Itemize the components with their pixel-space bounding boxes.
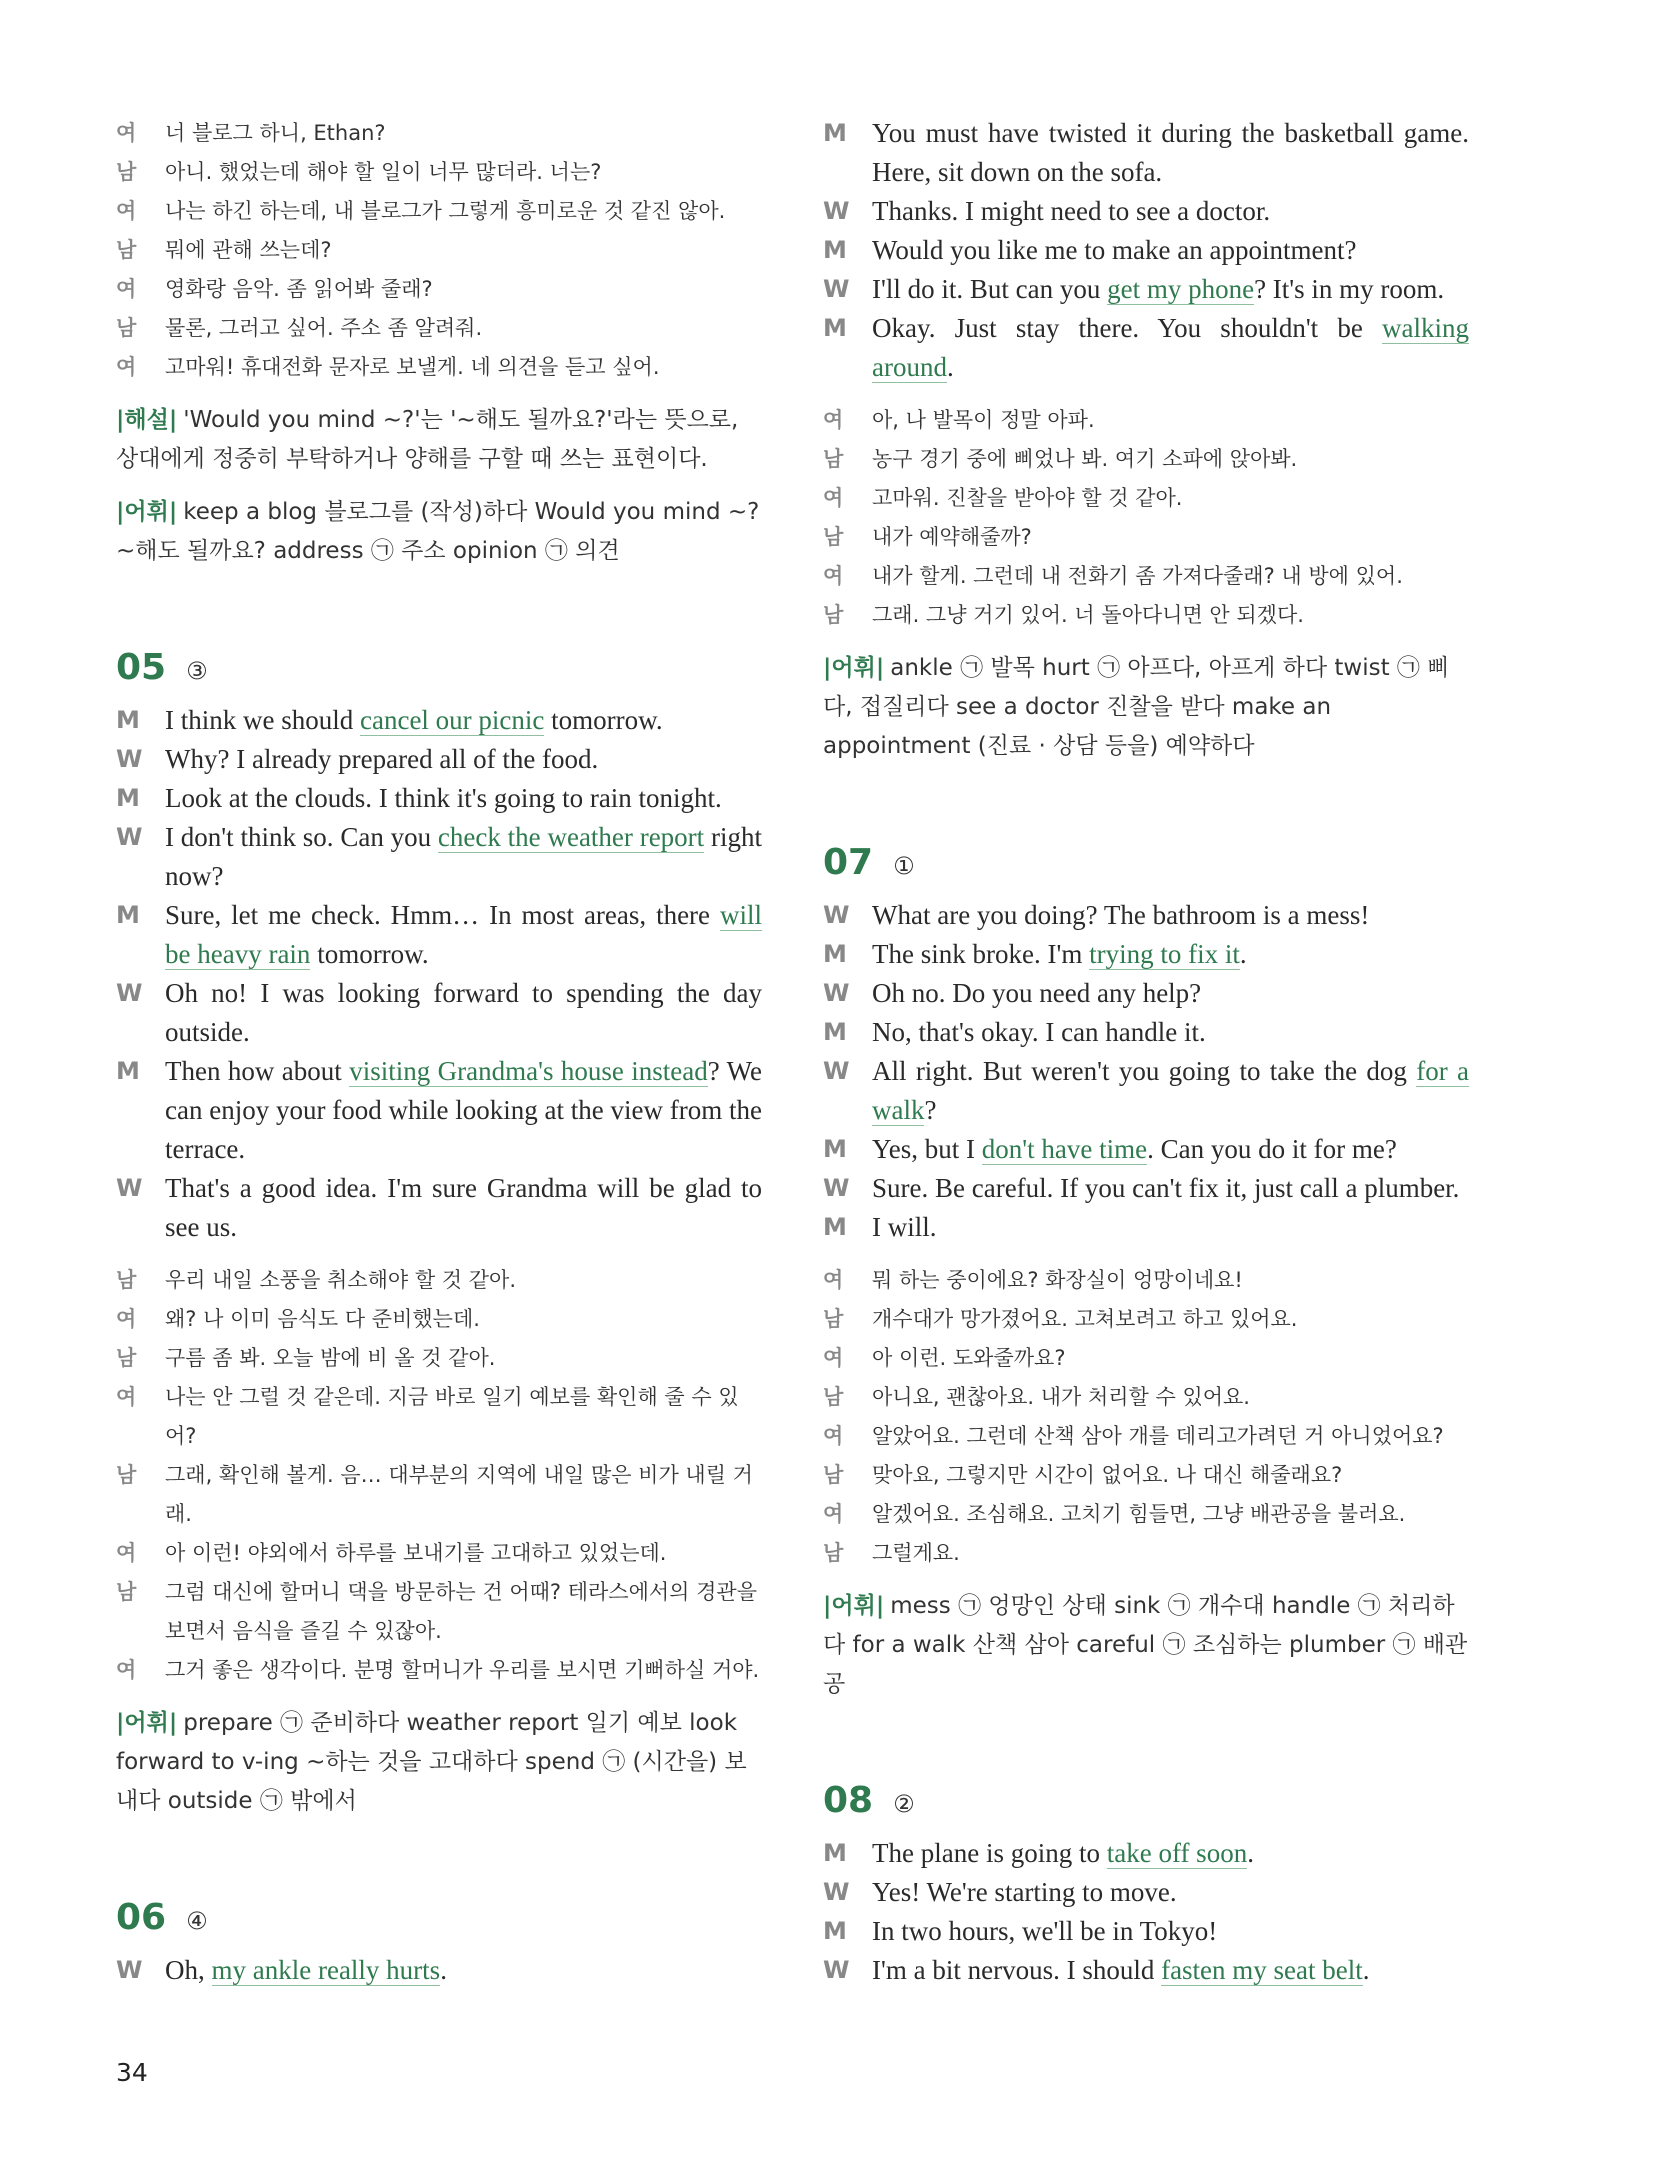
question-06-header: [116, 1893, 762, 1943]
line-text: [872, 1912, 1469, 1951]
text-segment: You must have twisted it during the basketball game. Here, sit down on the sofa.: [872, 118, 1469, 187]
speaker-label: W: [116, 979, 143, 1007]
text-segment: In two hours, we'll be in Tokyo!: [872, 1916, 1218, 1946]
speaker-label: M: [823, 314, 847, 342]
line-text: 고마워! 휴대전화 문자로 보낼게. 네 의견을 듣고 싶어.: [165, 355, 660, 379]
line-text: [165, 701, 762, 740]
answer-mark: ④: [186, 1907, 208, 1935]
line-text: 나는 안 그럴 것 같은데. 지금 바로 일기 예보를 확인해 줄 수 있어?: [165, 1385, 739, 1448]
line-text: [165, 974, 762, 1052]
dialogue-line: [116, 896, 762, 974]
text-segment: Yes, but I: [872, 1134, 982, 1164]
dialogue-line: [116, 1456, 762, 1534]
dialogue-line: [823, 896, 1469, 935]
speaker-label: 여: [116, 277, 137, 301]
line-text: [872, 1208, 1469, 1247]
dialogue-line: [823, 401, 1469, 440]
explain-tag: |해설|: [116, 407, 178, 433]
speaker-label: 여: [116, 1385, 137, 1409]
vocab-tag: |어휘|: [823, 1593, 885, 1619]
line-text: [872, 114, 1469, 192]
text-segment: Then how about: [165, 1056, 350, 1086]
speaker-label: 여: [823, 486, 844, 510]
text-segment: Thanks. I might need to see a doctor.: [872, 196, 1271, 226]
text-segment: Look at the clouds. I think it's going to rain tonight.: [165, 783, 722, 813]
highlighted-phrase: walking around: [872, 313, 1469, 382]
text-segment: ?: [924, 1095, 937, 1125]
q07-english-transcript: [823, 896, 1469, 1247]
line-text: 아니. 했었는데 해야 할 일이 너무 많더라. 너는?: [165, 160, 602, 184]
q07-vocabulary: [823, 1587, 1469, 1704]
speaker-label: W: [116, 1174, 143, 1202]
text-segment: Sure. Be careful. If you can't fix it, just call a plumber.: [872, 1173, 1460, 1203]
dialogue-line: [823, 596, 1469, 635]
left-column: [116, 114, 762, 1990]
line-text: 아니요, 괜찮아요. 내가 처리할 수 있어요.: [872, 1385, 1250, 1409]
dialogue-line: [116, 1169, 762, 1247]
line-text: 뭐에 관해 쓰는데?: [165, 238, 332, 262]
line-text: 그럴게요.: [872, 1541, 960, 1565]
line-text: 아, 나 발목이 정말 아파.: [872, 408, 1095, 432]
line-text: [872, 1873, 1469, 1912]
dialogue-line: [823, 1208, 1469, 1247]
vocab-tag: |어휘|: [823, 655, 885, 681]
dialogue-line: [823, 1495, 1469, 1534]
dialogue-line: [823, 1013, 1469, 1052]
line-text: [872, 935, 1469, 974]
text-segment: What are you doing? The bathroom is a mess!: [872, 900, 1370, 930]
line-text: 알겠어요. 조심해요. 고치기 힘들면, 그냥 배관공을 불러요.: [872, 1502, 1406, 1526]
vocab-text: mess ㉠ 엉망인 상태 sink ㉠ 개수대 handle ㉠ 처리하다 for a walk 산책 삼아 careful ㉠ 조심하는 plumber ㉠ 배관공: [823, 1593, 1468, 1697]
text-segment: .: [440, 1955, 447, 1985]
highlighted-phrase: check the weather report: [437, 822, 705, 852]
line-text: [872, 1013, 1469, 1052]
line-text: [165, 896, 762, 974]
text-segment: ? We can enjoy your food while looking at the view from the terrace.: [165, 1056, 762, 1164]
speaker-label: M: [823, 1135, 847, 1163]
speaker-label: 남: [116, 1580, 137, 1604]
line-text: 뭐 하는 중이에요? 화장실이 엉망이네요!: [872, 1268, 1243, 1292]
line-text: 아 이런. 도와줄까요?: [872, 1346, 1066, 1370]
speaker-label: M: [823, 1018, 847, 1046]
line-text: 왜? 나 이미 음식도 다 준비했는데.: [165, 1307, 480, 1331]
q05-vocabulary: [116, 1704, 762, 1821]
highlighted-phrase: will be heavy rain: [165, 900, 762, 969]
question-number: 07: [823, 842, 874, 883]
text-segment: That's a good idea. I'm sure Grandma will be glad to see us.: [165, 1173, 762, 1242]
q06-vocabulary: [823, 649, 1469, 766]
q04-explanation: [116, 401, 762, 479]
line-text: [165, 1052, 762, 1169]
speaker-label: W: [116, 1956, 143, 1984]
line-text: [165, 1951, 762, 1990]
line-text: 농구 경기 중에 삐었나 봐. 여기 소파에 앉아봐.: [872, 447, 1298, 471]
speaker-label: 여: [116, 1307, 137, 1331]
text-segment: .: [946, 352, 954, 382]
dialogue-line: [823, 974, 1469, 1013]
line-text: 아 이런! 야외에서 하루를 보내기를 고대하고 있었는데.: [165, 1541, 667, 1565]
line-text: 구름 좀 봐. 오늘 밤에 비 올 것 같아.: [165, 1346, 496, 1370]
dialogue-line: [116, 818, 762, 896]
speaker-label: M: [823, 1839, 847, 1867]
dialogue-line: [116, 1378, 762, 1456]
line-text: 너 블로그 하니, Ethan?: [165, 121, 386, 145]
dialogue-line: [116, 1651, 762, 1690]
speaker-label: W: [823, 1174, 850, 1202]
text-segment: ? It's in my room.: [1254, 274, 1445, 304]
speaker-label: 여: [116, 1541, 137, 1565]
line-text: [872, 192, 1469, 231]
speaker-label: 남: [823, 1385, 844, 1409]
text-segment: All right. But weren't you going to take the dog: [872, 1056, 1417, 1086]
line-text: [165, 740, 762, 779]
speaker-label: 남: [116, 238, 137, 262]
question-05-header: [116, 643, 762, 693]
line-text: [872, 1951, 1469, 1990]
speaker-label: 여: [823, 1346, 844, 1370]
dialogue-line: [116, 974, 762, 1052]
highlighted-phrase: for a walk: [872, 1056, 1470, 1125]
line-text: 그래. 그냥 거기 있어. 너 돌아다니면 안 되겠다.: [872, 603, 1304, 627]
answer-mark: ②: [893, 1790, 915, 1818]
speaker-label: 남: [116, 160, 137, 184]
line-text: [872, 1834, 1469, 1873]
text-segment: The sink broke. I'm: [872, 939, 1090, 969]
speaker-label: 남: [823, 603, 844, 627]
speaker-label: 여: [823, 564, 844, 588]
dialogue-line: [116, 740, 762, 779]
dialogue-line: [823, 440, 1469, 479]
speaker-label: M: [823, 940, 847, 968]
line-text: [872, 309, 1469, 387]
text-segment: I will.: [872, 1212, 937, 1242]
text-segment: I'll do it. But can you: [872, 274, 1108, 304]
speaker-label: M: [823, 1917, 847, 1945]
highlighted-phrase: trying to fix it: [1089, 939, 1240, 969]
line-text: [872, 270, 1469, 309]
dialogue-line: [823, 1378, 1469, 1417]
dialogue-line: [823, 518, 1469, 557]
line-text: 그래, 확인해 볼게. 음… 대부분의 지역에 내일 많은 비가 내릴 거래.: [165, 1463, 753, 1526]
speaker-label: M: [823, 119, 847, 147]
speaker-label: 여: [823, 408, 844, 432]
dialogue-line: [823, 1261, 1469, 1300]
speaker-label: 남: [116, 1268, 137, 1292]
speaker-label: M: [116, 901, 140, 929]
dialogue-line: [823, 270, 1469, 309]
line-text: 우리 내일 소풍을 취소해야 할 것 같아.: [165, 1268, 517, 1292]
q04-korean-transcript: [116, 114, 762, 387]
highlighted-phrase: fasten my seat belt: [1161, 1955, 1363, 1985]
dialogue-line: [823, 1300, 1469, 1339]
q06-english-transcript-start: [116, 1951, 762, 1990]
text-segment: . Can you do it for me?: [1147, 1134, 1397, 1164]
text-segment: Would you like me to make an appointment?: [872, 235, 1357, 265]
dialogue-line: [116, 1534, 762, 1573]
text-segment: Yes! We're starting to move.: [872, 1877, 1177, 1907]
vocab-tag: |어휘|: [116, 499, 178, 525]
speaker-label: W: [823, 1057, 850, 1085]
page-number: 34: [116, 2058, 148, 2087]
line-text: [165, 1169, 762, 1247]
dialogue-line: [823, 192, 1469, 231]
dialogue-line: [116, 270, 762, 309]
dialogue-line: [116, 1339, 762, 1378]
text-segment: I don't think so. Can you: [165, 822, 438, 852]
line-text: 맞아요, 그렇지만 시간이 없어요. 나 대신 해줄래요?: [872, 1463, 1343, 1487]
line-text: [872, 1130, 1469, 1169]
q06-korean-transcript: [823, 401, 1469, 635]
line-text: 그럼 대신에 할머니 댁을 방문하는 건 어때? 테라스에서의 경관을 보면서 음식을 즐길 수 있잖아.: [165, 1580, 757, 1643]
line-text: 그거 좋은 생각이다. 분명 할머니가 우리를 보시면 기뻐하실 거야.: [165, 1658, 760, 1682]
speaker-label: 남: [116, 1463, 137, 1487]
speaker-label: 여: [116, 121, 137, 145]
highlighted-phrase: don't have time: [981, 1134, 1148, 1164]
speaker-label: 여: [116, 1658, 137, 1682]
speaker-label: 남: [116, 1346, 137, 1370]
speaker-label: M: [116, 706, 140, 734]
text-segment: Oh no! I was looking forward to spending the day outside.: [165, 978, 762, 1047]
dialogue-line: [116, 1261, 762, 1300]
q07-korean-transcript: [823, 1261, 1469, 1573]
line-text: [165, 779, 762, 818]
speaker-label: W: [823, 901, 850, 929]
highlighted-phrase: cancel our picnic: [360, 705, 545, 735]
line-text: [165, 818, 762, 896]
speaker-label: 여: [116, 199, 137, 223]
line-text: 물론, 그러고 싶어. 주소 좀 알려줘.: [165, 316, 483, 340]
question-07-header: [823, 838, 1469, 888]
dialogue-line: [823, 231, 1469, 270]
dialogue-line: [116, 114, 762, 153]
text-segment: Why? I already prepared all of the food.: [165, 744, 599, 774]
dialogue-line: [823, 114, 1469, 192]
text-segment: Sure, let me check. Hmm… In most areas, there: [165, 900, 720, 930]
dialogue-line: [823, 935, 1469, 974]
line-text: [872, 1052, 1469, 1130]
speaker-label: 여: [823, 1424, 844, 1448]
dialogue-line: [823, 1873, 1469, 1912]
text-segment: tomorrow.: [544, 705, 663, 735]
text-segment: right now?: [165, 822, 762, 891]
line-text: 개수대가 망가졌어요. 고쳐보려고 하고 있어요.: [872, 1307, 1298, 1331]
speaker-label: 여: [823, 1268, 844, 1292]
right-column: [823, 114, 1469, 1990]
dialogue-line: [116, 1300, 762, 1339]
highlighted-phrase: visiting Grandma's house instead: [349, 1056, 708, 1086]
speaker-label: M: [116, 784, 140, 812]
dialogue-line: [116, 1951, 762, 1990]
speaker-label: W: [823, 197, 850, 225]
dialogue-line: [823, 1052, 1469, 1130]
vocab-text: prepare ㉠ 준비하다 weather report 일기 예보 look forward to v-ing ~하는 것을 고대하다 spend ㉠ (시간을) 보내다 outside ㉠ 밖에서: [116, 1710, 747, 1814]
line-text: 영화랑 음악. 좀 읽어봐 줄래?: [165, 277, 433, 301]
dialogue-line: [823, 1534, 1469, 1573]
speaker-label: M: [116, 1057, 140, 1085]
speaker-label: 남: [823, 1541, 844, 1565]
q06-english-transcript: [823, 114, 1469, 387]
speaker-label: 남: [116, 316, 137, 340]
dialogue-line: [823, 1417, 1469, 1456]
speaker-label: W: [823, 275, 850, 303]
dialogue-line: [823, 1912, 1469, 1951]
answer-mark: ③: [186, 657, 208, 685]
q04-vocabulary: [116, 493, 762, 571]
dialogue-line: [116, 348, 762, 387]
highlighted-phrase: my ankle really hurts: [211, 1955, 441, 1985]
text-segment: .: [1247, 1838, 1254, 1868]
dialogue-line: [116, 153, 762, 192]
dialogue-line: [823, 479, 1469, 518]
speaker-label: 남: [823, 525, 844, 549]
text-segment: tomorrow.: [310, 939, 429, 969]
dialogue-line: [823, 1339, 1469, 1378]
dialogue-line: [823, 1130, 1469, 1169]
speaker-label: W: [116, 745, 143, 773]
speaker-label: W: [116, 823, 143, 851]
dialogue-line: [823, 1834, 1469, 1873]
dialogue-line: [116, 701, 762, 740]
text-segment: The plane is going to: [872, 1838, 1107, 1868]
dialogue-line: [823, 557, 1469, 596]
speaker-label: 여: [823, 1502, 844, 1526]
text-segment: Okay. Just stay there. You shouldn't be: [872, 313, 1382, 343]
dialogue-line: [116, 779, 762, 818]
text-segment: Oh no. Do you need any help?: [872, 978, 1202, 1008]
line-text: 내가 할게. 그런데 내 전화기 좀 가져다줄래? 내 방에 있어.: [872, 564, 1403, 588]
dialogue-line: [116, 309, 762, 348]
answer-mark: ①: [893, 852, 915, 880]
dialogue-line: [823, 1456, 1469, 1495]
question-number: 05: [116, 647, 167, 688]
text-segment: No, that's okay. I can handle it.: [872, 1017, 1206, 1047]
speaker-label: 남: [823, 1307, 844, 1331]
line-text: [872, 1169, 1469, 1208]
dialogue-line: [116, 1573, 762, 1651]
q08-english-transcript: [823, 1834, 1469, 1990]
q05-english-transcript: [116, 701, 762, 1247]
explain-text: 'Would you mind ~?'는 '~해도 될까요?'라는 뜻으로, 상대에게 정중히 부탁하거나 양해를 구할 때 쓰는 표현이다.: [116, 407, 739, 472]
text-segment: I think we should: [165, 705, 360, 735]
vocab-tag: |어휘|: [116, 1710, 178, 1736]
vocab-text: keep a blog 블로그를 (작성)하다 Would you mind ~? ~해도 될까요? address ㉠ 주소 opinion ㉠ 의견: [116, 499, 760, 564]
line-text: 알았어요. 그런데 산책 삼아 개를 데리고가려던 거 아니었어요?: [872, 1424, 1444, 1448]
speaker-label: M: [823, 1213, 847, 1241]
speaker-label: W: [823, 1878, 850, 1906]
vocab-text: ankle ㉠ 발목 hurt ㉠ 아프다, 아프게 하다 twist ㉠ 삐다, 접질리다 see a doctor 진찰을 받다 make an appointment (진료 · 상담 등을) 예약하다: [823, 655, 1450, 759]
text-segment: Oh,: [165, 1955, 212, 1985]
highlighted-phrase: get my phone: [1107, 274, 1255, 304]
text-segment: I'm a bit nervous. I should: [872, 1955, 1162, 1985]
highlighted-phrase: take off soon: [1106, 1838, 1248, 1868]
speaker-label: M: [823, 236, 847, 264]
question-number: 06: [116, 1897, 167, 1938]
speaker-label: 여: [116, 355, 137, 379]
dialogue-line: [823, 1951, 1469, 1990]
line-text: 내가 예약해줄까?: [872, 525, 1032, 549]
speaker-label: W: [823, 1956, 850, 1984]
line-text: [872, 231, 1469, 270]
question-08-header: [823, 1776, 1469, 1826]
dialogue-line: [823, 1169, 1469, 1208]
q05-korean-transcript: [116, 1261, 762, 1690]
line-text: [872, 896, 1469, 935]
dialogue-line: [116, 231, 762, 270]
dialogue-line: [116, 1052, 762, 1169]
text-segment: .: [1362, 1955, 1370, 1985]
speaker-label: 남: [823, 1463, 844, 1487]
speaker-label: W: [823, 979, 850, 1007]
line-text: [872, 974, 1469, 1013]
text-segment: .: [1239, 939, 1247, 969]
question-number: 08: [823, 1780, 874, 1821]
line-text: 나는 하긴 하는데, 내 블로그가 그렇게 흥미로운 것 같진 않아.: [165, 199, 726, 223]
dialogue-line: [116, 192, 762, 231]
dialogue-line: [823, 309, 1469, 387]
line-text: 고마워. 진찰을 받아야 할 것 같아.: [872, 486, 1183, 510]
speaker-label: 남: [823, 447, 844, 471]
